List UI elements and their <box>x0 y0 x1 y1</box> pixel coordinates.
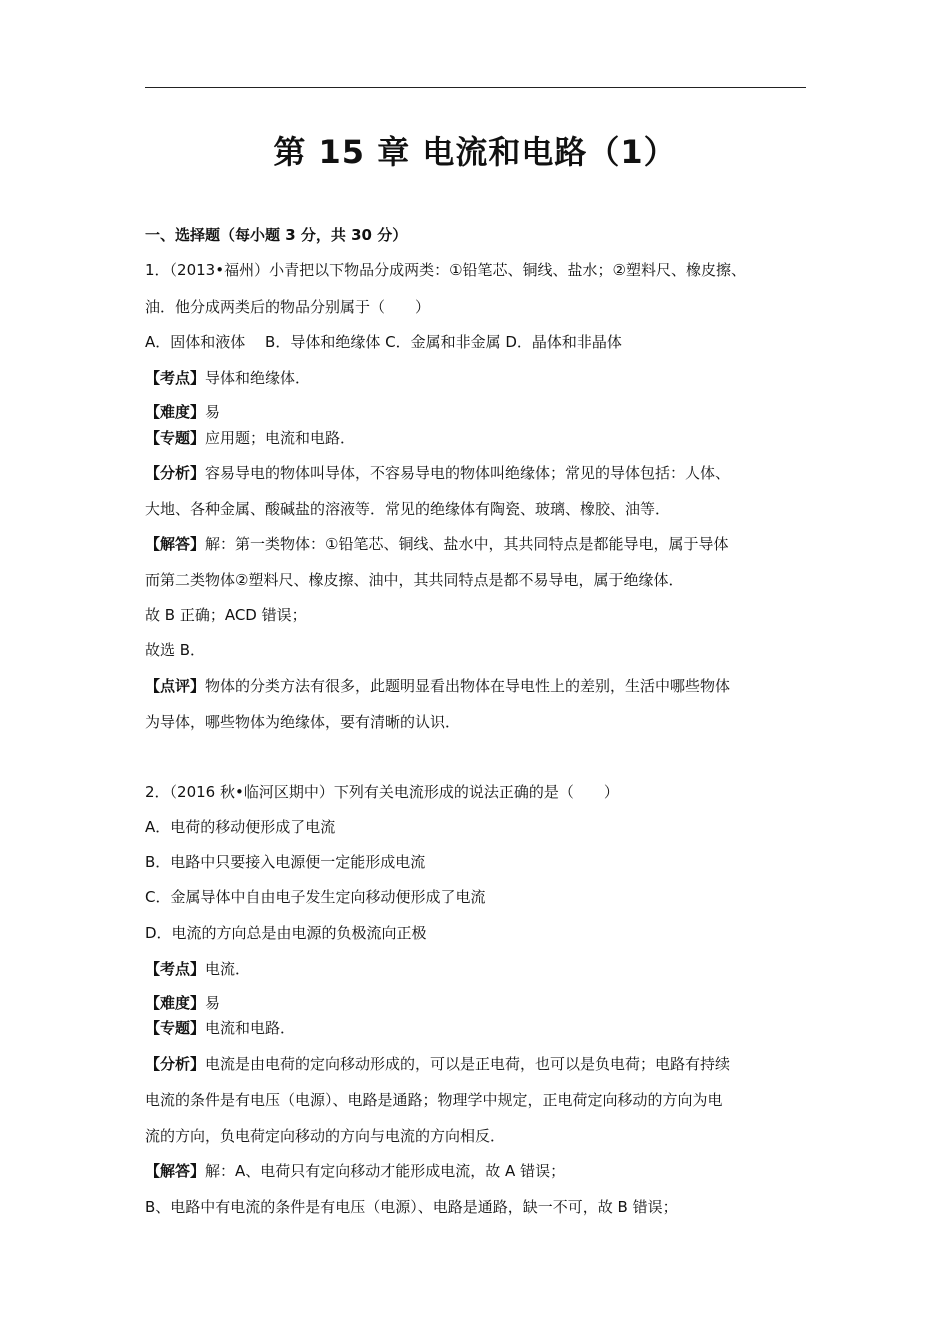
q1-jieda-line-1 <box>145 533 728 555</box>
q2-nandu-text: 易 <box>205 994 221 1012</box>
q2-kaodian-text: 电流． <box>205 960 251 978</box>
q1-nandu-tag: 【难度】 <box>145 403 206 421</box>
q2-fenxi-line-2: 电流的条件是有电压（电源）、电路是通路；物理学中规定，正电荷定向移动的方向为电 <box>145 1091 723 1109</box>
q2-jieda-tag: 【解答】 <box>145 1162 206 1180</box>
q2-jieda-line-1 <box>145 1160 565 1182</box>
q1-kaodian <box>145 367 310 389</box>
q2-fenxi-tag: 【分析】 <box>145 1055 206 1073</box>
q1-kaodian-tag: 【考点】 <box>145 369 206 387</box>
q2-kaodian-tag: 【考点】 <box>145 960 206 978</box>
q2-jieda-line-2: B、电路中有电流的条件是有电压（电源）、电路是通路，缺一不可，故 B 错误； <box>145 1198 678 1216</box>
q1-fenxi-line-1 <box>145 462 730 484</box>
q1-stem-line-1: 1．（2013•福州）小青把以下物品分成两类：①铅笔芯、铜线、盐水；②塑料尺、橡皮擦、 <box>145 261 746 279</box>
q1-zhuanti <box>145 427 355 449</box>
section-heading: 一、选择题（每小题 3 分，共 30 分） <box>145 226 408 244</box>
q2-fenxi-line-3: 流的方向，负电荷定向移动的方向与电流的方向相反． <box>145 1127 506 1145</box>
q2-fenxi-line-1 <box>145 1053 730 1075</box>
q1-jieda-line-4: 故选 B． <box>145 641 206 659</box>
q1-nandu <box>145 401 220 423</box>
q1-jieda-line-2: 而第二类物体②塑料尺、橡皮擦、油中，其共同特点是都不易导电，属于绝缘体． <box>145 571 684 589</box>
q1-jieda-line-3: 故 B 正确；ACD 错误； <box>145 606 307 624</box>
q1-fenxi-line-2: 大地、各种金属、酸碱盐的溶液等．常见的绝缘体有陶瓷、玻璃、橡胶、油等． <box>145 500 671 518</box>
q1-zhuanti-tag: 【专题】 <box>145 429 206 447</box>
q1-dianping-tag: 【点评】 <box>145 677 206 695</box>
q2-zhuanti-tag: 【专题】 <box>145 1019 206 1037</box>
q2-jieda-text-1: 解：A、电荷只有定向移动才能形成电流，故 A 错误； <box>205 1162 566 1180</box>
q2-stem: 2．（2016 秋•临河区期中）下列有关电流形成的说法正确的是（ ） <box>145 783 619 801</box>
q1-fenxi-tag: 【分析】 <box>145 464 206 482</box>
q2-zhuanti <box>145 1017 295 1039</box>
q1-kaodian-text: 导体和绝缘体． <box>205 369 311 387</box>
q1-nandu-text: 易 <box>205 403 221 421</box>
q1-dianping-line-2: 为导体，哪些物体为绝缘体，要有清晰的认识． <box>145 713 461 731</box>
page-title: 第 15 章 电流和电路（1） <box>273 133 677 171</box>
q2-option-c: C．金属导体中自由电子发生定向移动便形成了电流 <box>145 888 486 906</box>
q1-zhuanti-text: 应用题；电流和电路． <box>205 429 356 447</box>
q2-nandu-tag: 【难度】 <box>145 994 206 1012</box>
q2-kaodian <box>145 958 250 980</box>
q2-fenxi-text-1: 电流是由电荷的定向移动形成的，可以是正电荷，也可以是负电荷；电路有持续 <box>205 1055 731 1073</box>
header-rule <box>145 87 806 88</box>
q1-jieda-tag: 【解答】 <box>145 535 206 553</box>
q1-jieda-text-1: 解：第一类物体：①铅笔芯、铜线、盐水中，其共同特点是都能导电，属于导体 <box>205 535 729 553</box>
q2-option-a: A．电荷的移动便形成了电流 <box>145 818 336 836</box>
q2-zhuanti-text: 电流和电路． <box>205 1019 296 1037</box>
q1-dianping-line-1 <box>145 675 730 697</box>
q1-fenxi-text-1: 容易导电的物体叫导体，不容易导电的物体叫绝缘体；常见的导体包括：人体、 <box>205 464 731 482</box>
q2-nandu <box>145 992 220 1014</box>
q1-options: A．固体和液体 B．导体和绝缘体 C．金属和非金属 D．晶体和非晶体 <box>145 333 622 351</box>
q2-option-b: B．电路中只要接入电源便一定能形成电流 <box>145 853 426 871</box>
q1-stem-line-2: 油．他分成两类后的物品分别属于（ ） <box>145 298 431 316</box>
q2-option-d: D．电流的方向总是由电源的负极流向正极 <box>145 924 427 942</box>
q1-dianping-text-1: 物体的分类方法有很多，此题明显看出物体在导电性上的差别，生活中哪些物体 <box>205 677 731 695</box>
